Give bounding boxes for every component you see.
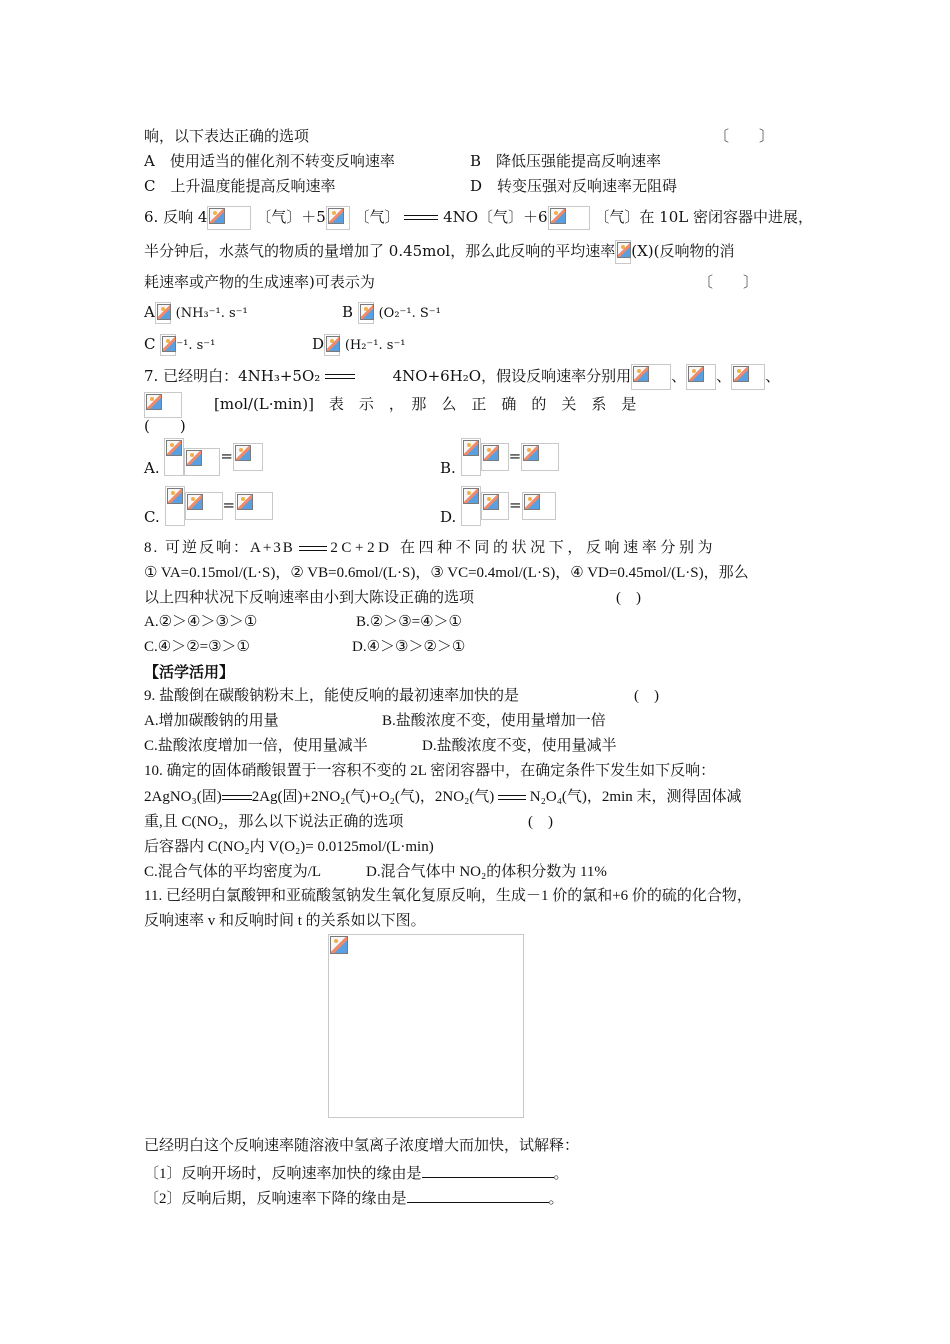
q6-text-e: 〔气〕在 10L 密闭容器中进展， [594, 208, 813, 226]
q6-line3: 耗速率或产物的生成速率)可表示为 [144, 273, 375, 291]
q5-stem: 响，以下表达正确的选项 [144, 127, 310, 145]
q9-option-b: B.盐酸浓度不变，使用量增加一倍 [382, 713, 606, 729]
separator: 、 [765, 367, 781, 385]
q6-text-a: 6. 反响 4 [144, 208, 208, 226]
broken-image-icon [548, 206, 590, 230]
q7-option-a [144, 438, 263, 478]
broken-image-icon [184, 448, 220, 476]
q8-paren: ( ) [616, 590, 641, 606]
q7-line3: ( ) [144, 417, 186, 435]
q10-text-b: 2Ag(固)+2NO₂(气)+O₂(气)，2NO₂(气) [251, 789, 495, 805]
q6-text-g: (X)(反响物的消 [631, 242, 735, 260]
q10-paren: ( ) [528, 814, 553, 830]
q5-option-c: C 上升温度能提高反响速率 [144, 177, 336, 195]
q6-paren: 〔 〕 [698, 273, 759, 291]
q6-text-d: 4NO〔气〕＋6 [443, 208, 548, 226]
broken-image-icon [481, 492, 509, 520]
separator: 、 [671, 367, 687, 385]
q7-option-c [144, 486, 273, 528]
q8-option-c: C.④＞②=③＞① [144, 639, 251, 655]
q7-option-b [440, 438, 559, 478]
q8-option-b: B.②＞③=④＞① [356, 614, 463, 630]
q10-text-a: 2AgNO₃(固) [144, 789, 222, 805]
q7-text-c: [mol/(L·min)] 表 示 ， 那 么 正 确 的 关 系 是 [214, 395, 637, 413]
q8-line2: ① VA=0.15mol/(L·S)，② VB=0.6mol/(L·S)，③ VC=0.4mol/(L·S)，④ VD=0.45mol/(L·S)，那么 [144, 565, 749, 581]
q7-text-a: 7. 已经明白：4NH₃+5O₂ [144, 367, 321, 385]
broken-image-icon [326, 206, 350, 230]
q11-sub2 [144, 1186, 564, 1209]
broken-image-icon [160, 334, 176, 356]
q11-line2: 反响速率 v 和反响时间 t 的关系如以下图。 [144, 913, 426, 929]
q6-option-a-label: A [144, 303, 155, 321]
q9-option-c: C.盐酸浓度增加一倍，使用量减半 [144, 738, 368, 754]
q6-line1 [144, 206, 813, 230]
q10-option-d: D.混合气体中 NO₂的体积分数为 11% [366, 864, 607, 880]
q6-text-c: 〔气〕 [354, 208, 400, 226]
q8-text-a: 8. 可逆反响：A+3B [144, 540, 295, 556]
q9-option-d: D.盐酸浓度不变，使用量减半 [422, 738, 617, 754]
section-heading: 【活学活用】 [144, 663, 235, 681]
equals-sign: = [509, 496, 522, 514]
q8-line3: 以上四种状况下反响速率由小到大陈设正确的选项 [144, 590, 475, 606]
q6-text-b: 〔气〕＋5 [256, 208, 326, 226]
broken-image-icon [324, 334, 340, 356]
broken-image-icon [207, 206, 251, 230]
q7-line1 [144, 364, 780, 390]
q11-line1: 11. 已经明白氯酸钾和亚硫酸氢钠发生氧化复原反响，生成－1 价的氯和+6 价的硫的化合物， [144, 888, 752, 904]
q6-option-c [144, 334, 215, 356]
broken-image-icon [615, 240, 631, 264]
answer-blank[interactable] [407, 1186, 549, 1203]
q6-option-a [144, 302, 248, 324]
answer-blank[interactable] [422, 1161, 554, 1178]
broken-image-icon [330, 936, 348, 954]
q7-option-b-label: B. [440, 459, 456, 477]
q5-paren: 〔 〕 [714, 127, 775, 145]
broken-image-icon [686, 364, 716, 390]
q6-option-d-label: D [312, 335, 325, 353]
q11-sub1 [144, 1161, 569, 1184]
q11-sub2-text: 〔2〕反响后期，反响速率下降的缘由是 [144, 1191, 407, 1207]
broken-image-icon [481, 443, 509, 471]
broken-image-icon [522, 492, 556, 520]
q8-option-d: D.④＞③＞②＞① [352, 639, 466, 655]
broken-image-icon [185, 492, 223, 520]
q6-option-a-text: (NH₃⁻¹. s⁻¹ [175, 306, 248, 321]
broken-image-icon [165, 486, 185, 526]
q8-line1 [144, 538, 716, 558]
q6-text-f: 半分钟后，水蒸气的物质的量增加了 0.45mol，那么此反响的平均速率 [144, 242, 616, 260]
q10-line2 [144, 787, 742, 807]
equilibrium-arrow-icon [222, 793, 252, 803]
q6-option-d-text: (H₂⁻¹. s⁻¹ [344, 338, 406, 353]
q11-sub1-text: 〔1〕反响开场时，反响速率加快的缘由是 [144, 1166, 422, 1182]
broken-image-icon [233, 443, 263, 471]
q9-paren: ( ) [634, 688, 659, 704]
q6-line2 [144, 240, 734, 264]
q9-option-a: A.增加碳酸钠的用量 [144, 713, 279, 729]
q7-option-a-label: A. [144, 459, 160, 477]
q6-option-c-label: C [144, 335, 156, 353]
q10-line3: 重,且 C(NO₂，那么以下说法正确的选项 [144, 814, 404, 830]
equilibrium-arrow-icon [498, 793, 526, 803]
q6-option-d [312, 334, 406, 356]
period: 。 [548, 1191, 564, 1207]
broken-image-icon [521, 443, 559, 471]
broken-image-icon [731, 364, 765, 390]
separator: 、 [716, 367, 732, 385]
equals-sign: = [508, 447, 522, 465]
q11-line3: 已经明白这个反响速率随溶液中氢离子浓度增大而加快，试解释： [144, 1138, 580, 1154]
q10-text-c: N₂O₄(气)，2min 末，测得固体减 [529, 789, 742, 805]
broken-image-icon [155, 302, 171, 324]
broken-image-icon [358, 302, 374, 324]
q7-option-d-label: D. [440, 508, 457, 526]
equals-sign: = [222, 496, 236, 514]
rate-time-figure-placeholder [328, 934, 524, 1118]
q9-stem: 9. 盐酸倒在碳酸钠粉末上，能使反响的最初速率加快的是 [144, 688, 520, 704]
broken-image-icon [164, 438, 184, 476]
period: 。 [553, 1166, 569, 1182]
q6-option-c-text: ⁻¹. s⁻¹ [176, 338, 216, 353]
equals-sign: = [220, 447, 233, 465]
broken-image-icon [461, 438, 481, 476]
q7-option-c-label: C. [144, 508, 160, 526]
equilibrium-arrow-icon [325, 372, 355, 382]
broken-image-icon [461, 486, 481, 526]
q6-option-b-label: B [342, 303, 354, 321]
q8-option-a: A.②＞④＞③＞① [144, 614, 258, 630]
q10-line4: 后容器内 C(NO₂内 V(O₂)= 0.0125mol/(L·min) [144, 839, 434, 855]
broken-image-icon [235, 492, 273, 520]
q10-line1: 10. 确定的固体硝酸银置于一容积不变的 2L 密闭容器中，在确定条件下发生如下反响： [144, 763, 716, 779]
q6-option-b [342, 302, 441, 324]
q7-text-b: 4NO+6H₂O，假设反响速率分别用 [392, 367, 632, 385]
broken-image-icon [144, 392, 182, 418]
q6-option-b-text: (O₂⁻¹. S⁻¹ [378, 306, 441, 321]
q7-line2 [144, 392, 636, 418]
q7-option-d [440, 486, 556, 528]
q5-option-b: B 降低压强能提高反响速率 [470, 152, 662, 170]
equilibrium-arrow-icon [299, 544, 327, 554]
equilibrium-arrow-icon [404, 213, 438, 223]
q5-option-a: A 使用适当的催化剂不转变反响速率 [144, 152, 395, 170]
broken-image-icon [631, 364, 671, 390]
q10-option-c: C.混合气体的平均密度为/L [144, 864, 322, 880]
q5-stem-line [144, 126, 309, 146]
q8-text-b: 2C+2D 在四种不同的状况下，反响速率分别为 [330, 540, 717, 556]
q5-option-d: D 转变压强对反响速率无阻碍 [470, 177, 678, 195]
